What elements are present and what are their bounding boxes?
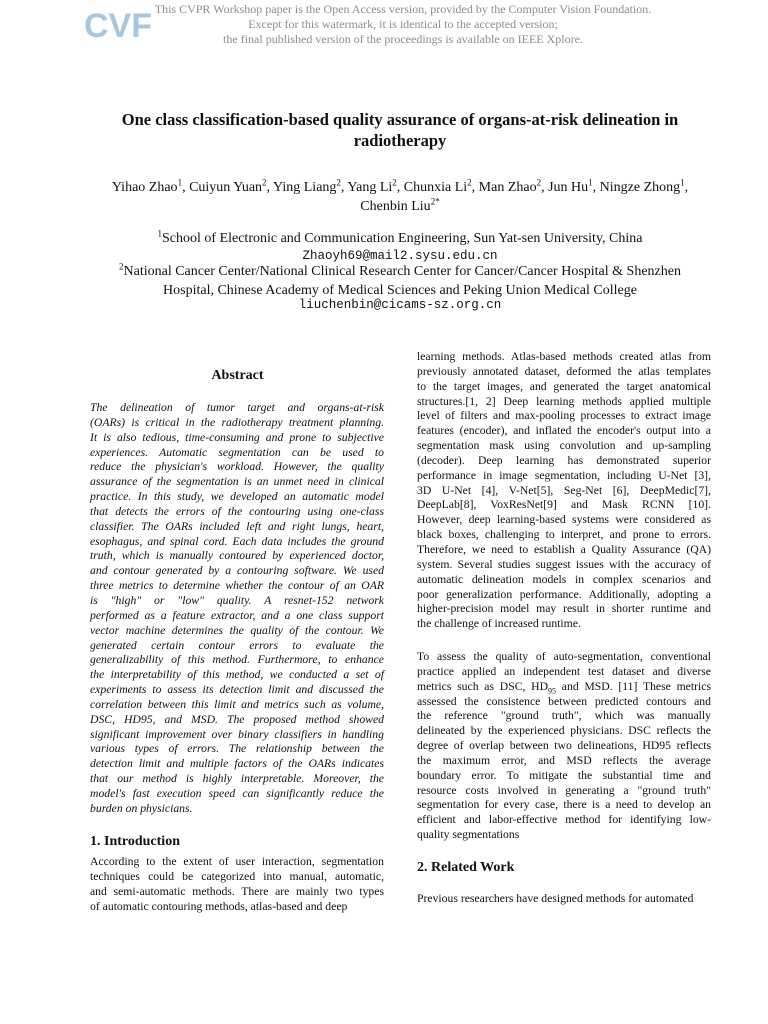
- watermark: [150, 2, 656, 47]
- text-line: level of filters and max-pooling processes to extract image: [417, 409, 711, 423]
- text-line: resource costs involved in generating a "ground truth": [417, 783, 711, 797]
- text-line: However, deep learning-based systems were considered as: [417, 513, 711, 527]
- text-line: various types of errors. The relationship between the: [90, 742, 384, 756]
- introduction-body: [90, 855, 384, 914]
- affiliation-1: [80, 229, 720, 248]
- text-line: is "high" or "low" quality. A resnet-152 network: [90, 593, 384, 607]
- text-line: three metrics to determine whether the contour of an OAR: [90, 579, 384, 593]
- text-line: practice. In this study, we developed an automatic model: [90, 490, 384, 504]
- author-affiliation-mark: 2*: [430, 196, 440, 207]
- paper-title: [90, 109, 710, 151]
- author-affiliation-mark: 1: [680, 177, 685, 188]
- text-line: The delineation of tumor target and organs-at-risk: [90, 401, 384, 414]
- text-segment: metrics such as DSC, HD: [417, 679, 549, 693]
- text-line: and contour generated by a contouring software. We used: [90, 564, 384, 578]
- text-line: and semi-automatic methods. There are mainly two types: [90, 884, 384, 898]
- author-name: Chenbin Liu: [360, 199, 431, 214]
- text-line: of automatic contouring methods, atlas-based and deep: [90, 899, 348, 913]
- text-line: higher-precision model may result in shorter runtime and: [417, 602, 711, 616]
- author-name: Cuiyun Yuan: [189, 180, 263, 195]
- text-line: poor generalization performance. Additionally, adopting a: [417, 587, 711, 601]
- text-line: significant improvement over binary classifiers in handling: [90, 727, 384, 741]
- text-line: DeepLab[8], VoxResNet[9] and Mask RCNN [10].: [417, 498, 711, 512]
- author-affiliation-mark: 1: [177, 177, 183, 188]
- text-line: efficient and labor-effective method for identifying low-: [417, 813, 711, 827]
- text-line: DSC, HD95, and MSD. The proposed method showed: [90, 712, 384, 726]
- text-line: the maximum error, and MSD reflects the average: [417, 753, 711, 767]
- text-line: According to the extent of user interaction, segmentation: [90, 855, 384, 868]
- text-line: structures.[1, 2] Deep learning methods applied multiple: [417, 394, 711, 408]
- text-line: black boxes, challenging to interpret, and prone to errors.: [417, 528, 711, 542]
- cvf-logo-text: CVF: [84, 7, 152, 45]
- right-column-paragraph-1: [417, 350, 711, 632]
- text-line: generalizability of this method. Furthermore, to enhance: [90, 653, 384, 667]
- abstract-body: [90, 401, 384, 817]
- text-line: techniques could be categorized into manual, automatic,: [90, 869, 384, 883]
- text-segment: and MSD. [11] These metrics: [556, 679, 711, 693]
- introduction-heading: 1. Introduction: [90, 834, 180, 849]
- text-line: model's fast execution speed can significantly reduce the: [90, 786, 384, 800]
- affiliation-mark: 1: [157, 228, 163, 239]
- text-line: correlation between this limit and metrics such as volume,: [90, 697, 384, 711]
- text-line: classifier. The OARs included left and right lungs, heart,: [90, 519, 384, 533]
- subscript: 95: [548, 686, 557, 696]
- text-line: To assess the quality of auto-segmentation, conventional: [417, 650, 711, 663]
- text-line: Therefore, we need to establish a Quality Assurance (QA): [417, 542, 711, 556]
- text-line: (OARs) is critical in the radiotherapy treatment planning.: [90, 415, 384, 429]
- author-name: Jun Hu: [548, 180, 589, 195]
- author-name: Yang Li: [347, 180, 393, 195]
- text-line: previously annotated dataset, deformed the atlas templates: [417, 364, 711, 378]
- title-line: radiotherapy: [353, 131, 447, 150]
- text-line: It is also tedious, time-consuming and prone to subjective: [90, 430, 384, 444]
- text-line: 3D U-Net [4], V-Net[5], Seg-Net [6], DeepMedic[7],: [417, 483, 711, 497]
- text-line: quality segmentations: [417, 828, 520, 842]
- right-column-paragraph-2: [417, 650, 711, 843]
- text-line: the reference "ground truth", which was manually: [417, 709, 711, 723]
- affiliation-2: [80, 262, 720, 300]
- text-line: practice applied an independent test dataset and diverse: [417, 664, 711, 678]
- author-name: Man Zhao: [478, 180, 537, 195]
- text-line: generated certain contour errors to evaluate the: [90, 638, 384, 652]
- text-line: (decoder). Deep learning has demonstrated superior: [417, 453, 711, 467]
- text-line: boundary error. To mitigate the substantial time and: [417, 768, 711, 782]
- author-affiliation-mark: 2: [467, 177, 472, 188]
- text-line: reduce the physician's workload. However, the quality: [90, 460, 384, 474]
- text-line: segmentation for every case, there is a need to develop an: [417, 798, 711, 812]
- related-work-heading: 2. Related Work: [417, 860, 515, 875]
- abstract-heading: Abstract: [211, 368, 264, 383]
- author-name: Chunxia Li: [403, 180, 468, 195]
- text-line: the challenge of increased runtime.: [417, 617, 581, 631]
- email-1: Zhaoyh69@mail2.sysu.edu.cn: [302, 249, 498, 263]
- text-line: [417, 680, 711, 695]
- text-line: burden on physicians.: [90, 801, 193, 815]
- title-line: One class classification-based quality assurance of organs-at-risk delineation in: [121, 110, 679, 129]
- text-line: the interpretability of this method, we conducted a set of: [90, 668, 384, 682]
- text-line: detection limit and multiple factors of the OARs indicates: [90, 757, 384, 771]
- email-2: liuchenbin@cicams-sz.org.cn: [298, 298, 502, 312]
- text-line: degree of overlap between two delineations, HD95 reflects: [417, 739, 711, 753]
- author-list: Yihao Zhao$^1$, Cuiyun Yuan$^2$, Ying Liang$^2$, Yang Li$^2$, Chunxia Li$^2$, Man Zhao$^2$, Jun Hu$^1$, Ningze Zhong$^1$, Chenbin Liu$^{2*}$: [111, 177, 689, 214]
- text-line: learning methods. Atlas-based methods created atlas from: [417, 350, 711, 363]
- text-line: delineated by the experienced physicians. DSC reflects the: [417, 724, 711, 738]
- text-line: vector machine determines the quality of the contour. We: [90, 623, 384, 637]
- text-line: esophagus, and spinal cord. Each data includes the ground: [90, 534, 384, 548]
- text-line: that detects the errors of the contouring using one-class: [90, 504, 384, 518]
- text-line: truth, which is manually contoured by experienced doctor,: [90, 549, 384, 563]
- text-line: Previous researchers have designed methods for automated: [417, 892, 694, 905]
- text-line: automatic delineation models in complex scenarios and: [417, 572, 711, 586]
- cvf-logo: [84, 4, 152, 45]
- author-affiliation-mark: 2: [336, 177, 341, 188]
- text-line: performed as a feature extractor, and a one class support: [90, 608, 384, 622]
- affiliation-text: Hospital, Chinese Academy of Medical Sciences and Peking Union Medical College: [163, 283, 637, 298]
- text-line: features (encoder), and inflated the encoder's output into a: [417, 424, 711, 438]
- text-line: assurance of the segmentation is an unmet need in clinical: [90, 475, 384, 489]
- author-affiliation-mark: 2: [262, 177, 267, 188]
- text-line: to the target images, and generated the target anatomical: [417, 379, 711, 393]
- text-line: system. Several studies suggest issues with the accuracy of: [417, 557, 711, 571]
- affiliation-text: School of Electronic and Communication Engineering, Sun Yat-sen University, China: [162, 231, 643, 246]
- text-line: experiences. Automatic segmentation can be used to: [90, 445, 384, 459]
- watermark-line: This CVPR Workshop paper is the Open Access version, provided by the Computer Vision Foundation.: [154, 2, 652, 16]
- author-name: Yihao Zhao: [111, 180, 178, 195]
- watermark-line: the final published version of the proceedings is available on IEEE Xplore.: [223, 32, 583, 46]
- text-line: segmentation mask using convolution and up-sampling: [417, 439, 711, 453]
- author-name: Ying Liang: [273, 180, 337, 195]
- author-affiliation-mark: 2: [392, 177, 397, 188]
- text-line: assessed the consistence between predicted contours and: [417, 694, 711, 708]
- text-line: that our method is highly interpretable. Moreover, the: [90, 772, 384, 786]
- watermark-line: Except for this watermark, it is identical to the accepted version;: [248, 17, 558, 31]
- affiliation-mark: 2: [119, 261, 124, 272]
- text-line: performance in image segmentation, including U-Net [3],: [417, 468, 711, 482]
- author-name: Ningze Zhong: [599, 180, 681, 195]
- author-affiliation-mark: 2: [536, 177, 542, 188]
- related-work-body: [417, 892, 711, 907]
- affiliation-text: National Cancer Center/National Clinical Research Center for Cancer/Cancer Hospital & Shenzhen: [123, 264, 681, 279]
- author-affiliation-mark: 1: [588, 177, 593, 188]
- text-line: experiments to assess its detection limit and discussed the: [90, 683, 384, 697]
